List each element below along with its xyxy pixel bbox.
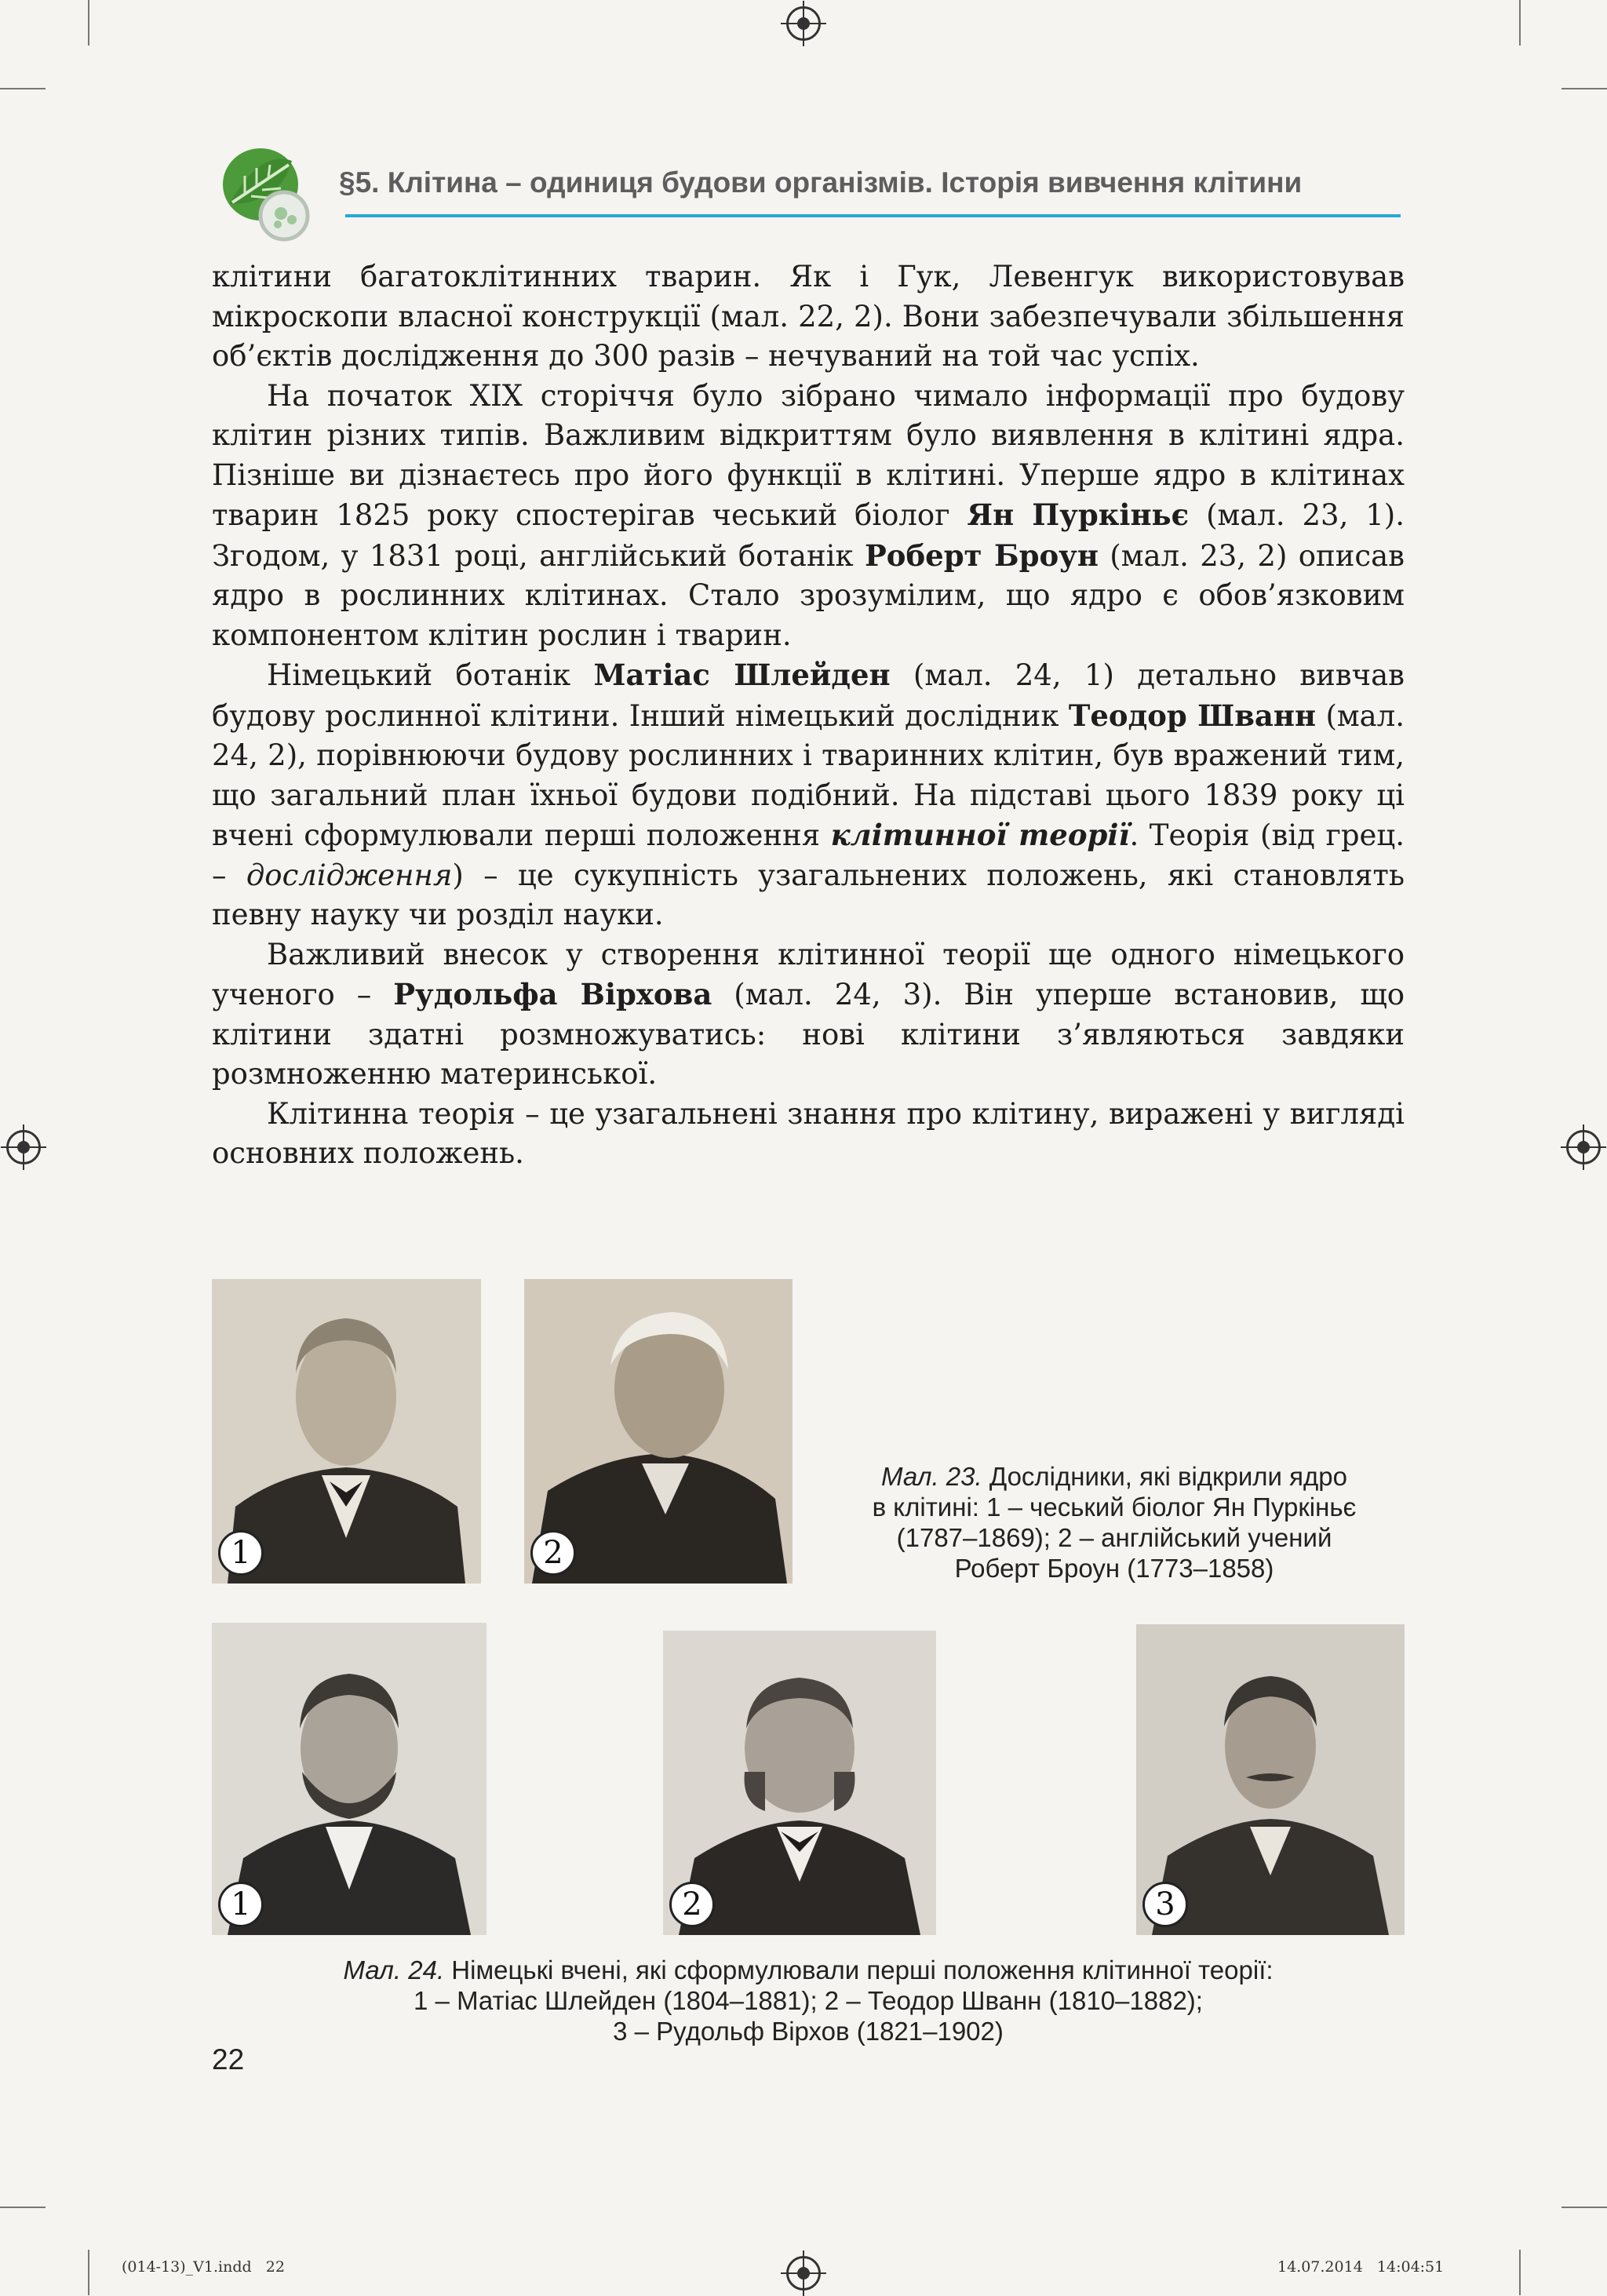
crop-mark [88, 2250, 89, 2295]
page-number: 22 [212, 2043, 245, 2076]
figure-24-caption: Мал. 24. Німецькі вчені, які сформулювали перші положення клітинної теорії: 1 – Матіас Шлейден (1804–1881); 2 – Теодор Шванн (1810–1882); 3 – Рудольф Вірхов (1821–1902) [343, 1955, 1274, 2046]
registration-mark-icon [786, 2256, 821, 2291]
crop-mark [0, 2207, 46, 2208]
portrait-schleiden [212, 1623, 486, 1935]
name-virchow: Рудольфа Вірхова [393, 977, 712, 1011]
slug-filename: (014-13)_V1.indd 22 [122, 2258, 285, 2276]
term-cell-theory: клітинної теорії [830, 818, 1130, 852]
crop-mark [0, 88, 46, 89]
figure-badge: 2 [669, 1882, 715, 1927]
figure-23-caption: Мал. 23. Дослідники, які відкрили ядро в клітині: 1 – чеський біолог Ян Пуркіньє (1787–1869); 2 – англійський учений Роберт Броун (1773–1858) [872, 1462, 1357, 1583]
registration-mark-icon [1566, 1130, 1601, 1164]
crop-mark [1561, 2207, 1607, 2208]
figure-badge: 1 [218, 1530, 264, 1576]
crop-mark [88, 0, 89, 46]
paragraph: На початок XIX сторіччя було зібрано чимало інформації про будову клітин різних типів. Важливим відкриттям було виявлення в клітині ядра. Пізніше ви дізнаєтесь про його функції в клітині. Уперше ядро в клітинах тварин 1825 року спостерігав чеський біолог Ян Пуркіньє (мал. 23, 1). Згодом, у 1831 році, англійський ботанік Роберт Броун (мал. 23, 2) описав ядро в рослинних клітинах. Стало зрозумілим, що ядро є обов’язковим компонентом клітин рослин і тварин. [212, 378, 1405, 652]
name-purkinje: Ян Пуркіньє [967, 497, 1190, 532]
portrait-schwann [663, 1631, 936, 1935]
figure-badge: 2 [530, 1530, 576, 1576]
paragraph: Важливий внесок у створення клітинної теорії ще одного німецького ученого – Рудольфа Вірхова (мал. 24, 3). Він уперше встановив, що клітини здатні розмножуватись: нові клітини з’являються завдяки розмноженню материнської. [212, 937, 1405, 1091]
portrait-purkinje [212, 1279, 481, 1584]
leaf-microscope-icon [213, 141, 314, 243]
name-brown: Роберт Броун [864, 538, 1099, 573]
header-rule [345, 214, 1401, 217]
body-text [212, 257, 1405, 1174]
crop-mark [1519, 0, 1521, 46]
registration-mark-icon [6, 1130, 41, 1164]
term-research: дослідження [246, 858, 453, 892]
crop-mark [1519, 2250, 1521, 2295]
figure-badge: 3 [1142, 1882, 1188, 1927]
caption-label: Мал. 24. [343, 1955, 445, 1984]
registration-mark-icon [786, 6, 821, 41]
paragraph: Німецький ботанік Матіас Шлейден (мал. 24, 1) детально вивчав будову рослинної клітини. Інший німецький дослідник Теодор Шванн (мал. 24, 2), порівнюючи будову рослинних і тваринних клітин, був вражений тим, що загальний план їхньої будови подібний. На підставі цього 1839 року ці вчені сформулювали перші положення клітинної теорії. Теорія (від грец. – дослідження) – це сукупність узагальнених положень, які становлять певну науку чи розділ науки. [212, 658, 1405, 931]
name-schleiden: Матіас Шлейден [593, 658, 891, 692]
slug-timestamp: 14.07.2014 14:04:51 [1277, 2258, 1445, 2276]
caption-label: Мал. 23. [881, 1462, 982, 1491]
crop-mark [1561, 88, 1607, 89]
section-title: §5. Клітина – одиниця будови організмів. Історія вивчення клітини [339, 166, 1303, 199]
portrait-virchow [1136, 1624, 1405, 1935]
paragraph: клітини багатоклітинних тварин. Як і Гук, Левенгук використовував мікроскопи власної конструкції (мал. 22, 2). Вони забезпечували збільшення об’єктів дослідження до 300 разів – нечуваний на той час успіх. [212, 260, 1405, 373]
portrait-brown [524, 1279, 793, 1584]
figure-badge: 1 [218, 1882, 264, 1927]
name-schwann: Теодор Шванн [1068, 698, 1317, 733]
paragraph: Клітинна теорія – це узагальнені знання про клітину, виражені у вигляді основних положень. [212, 1096, 1405, 1170]
